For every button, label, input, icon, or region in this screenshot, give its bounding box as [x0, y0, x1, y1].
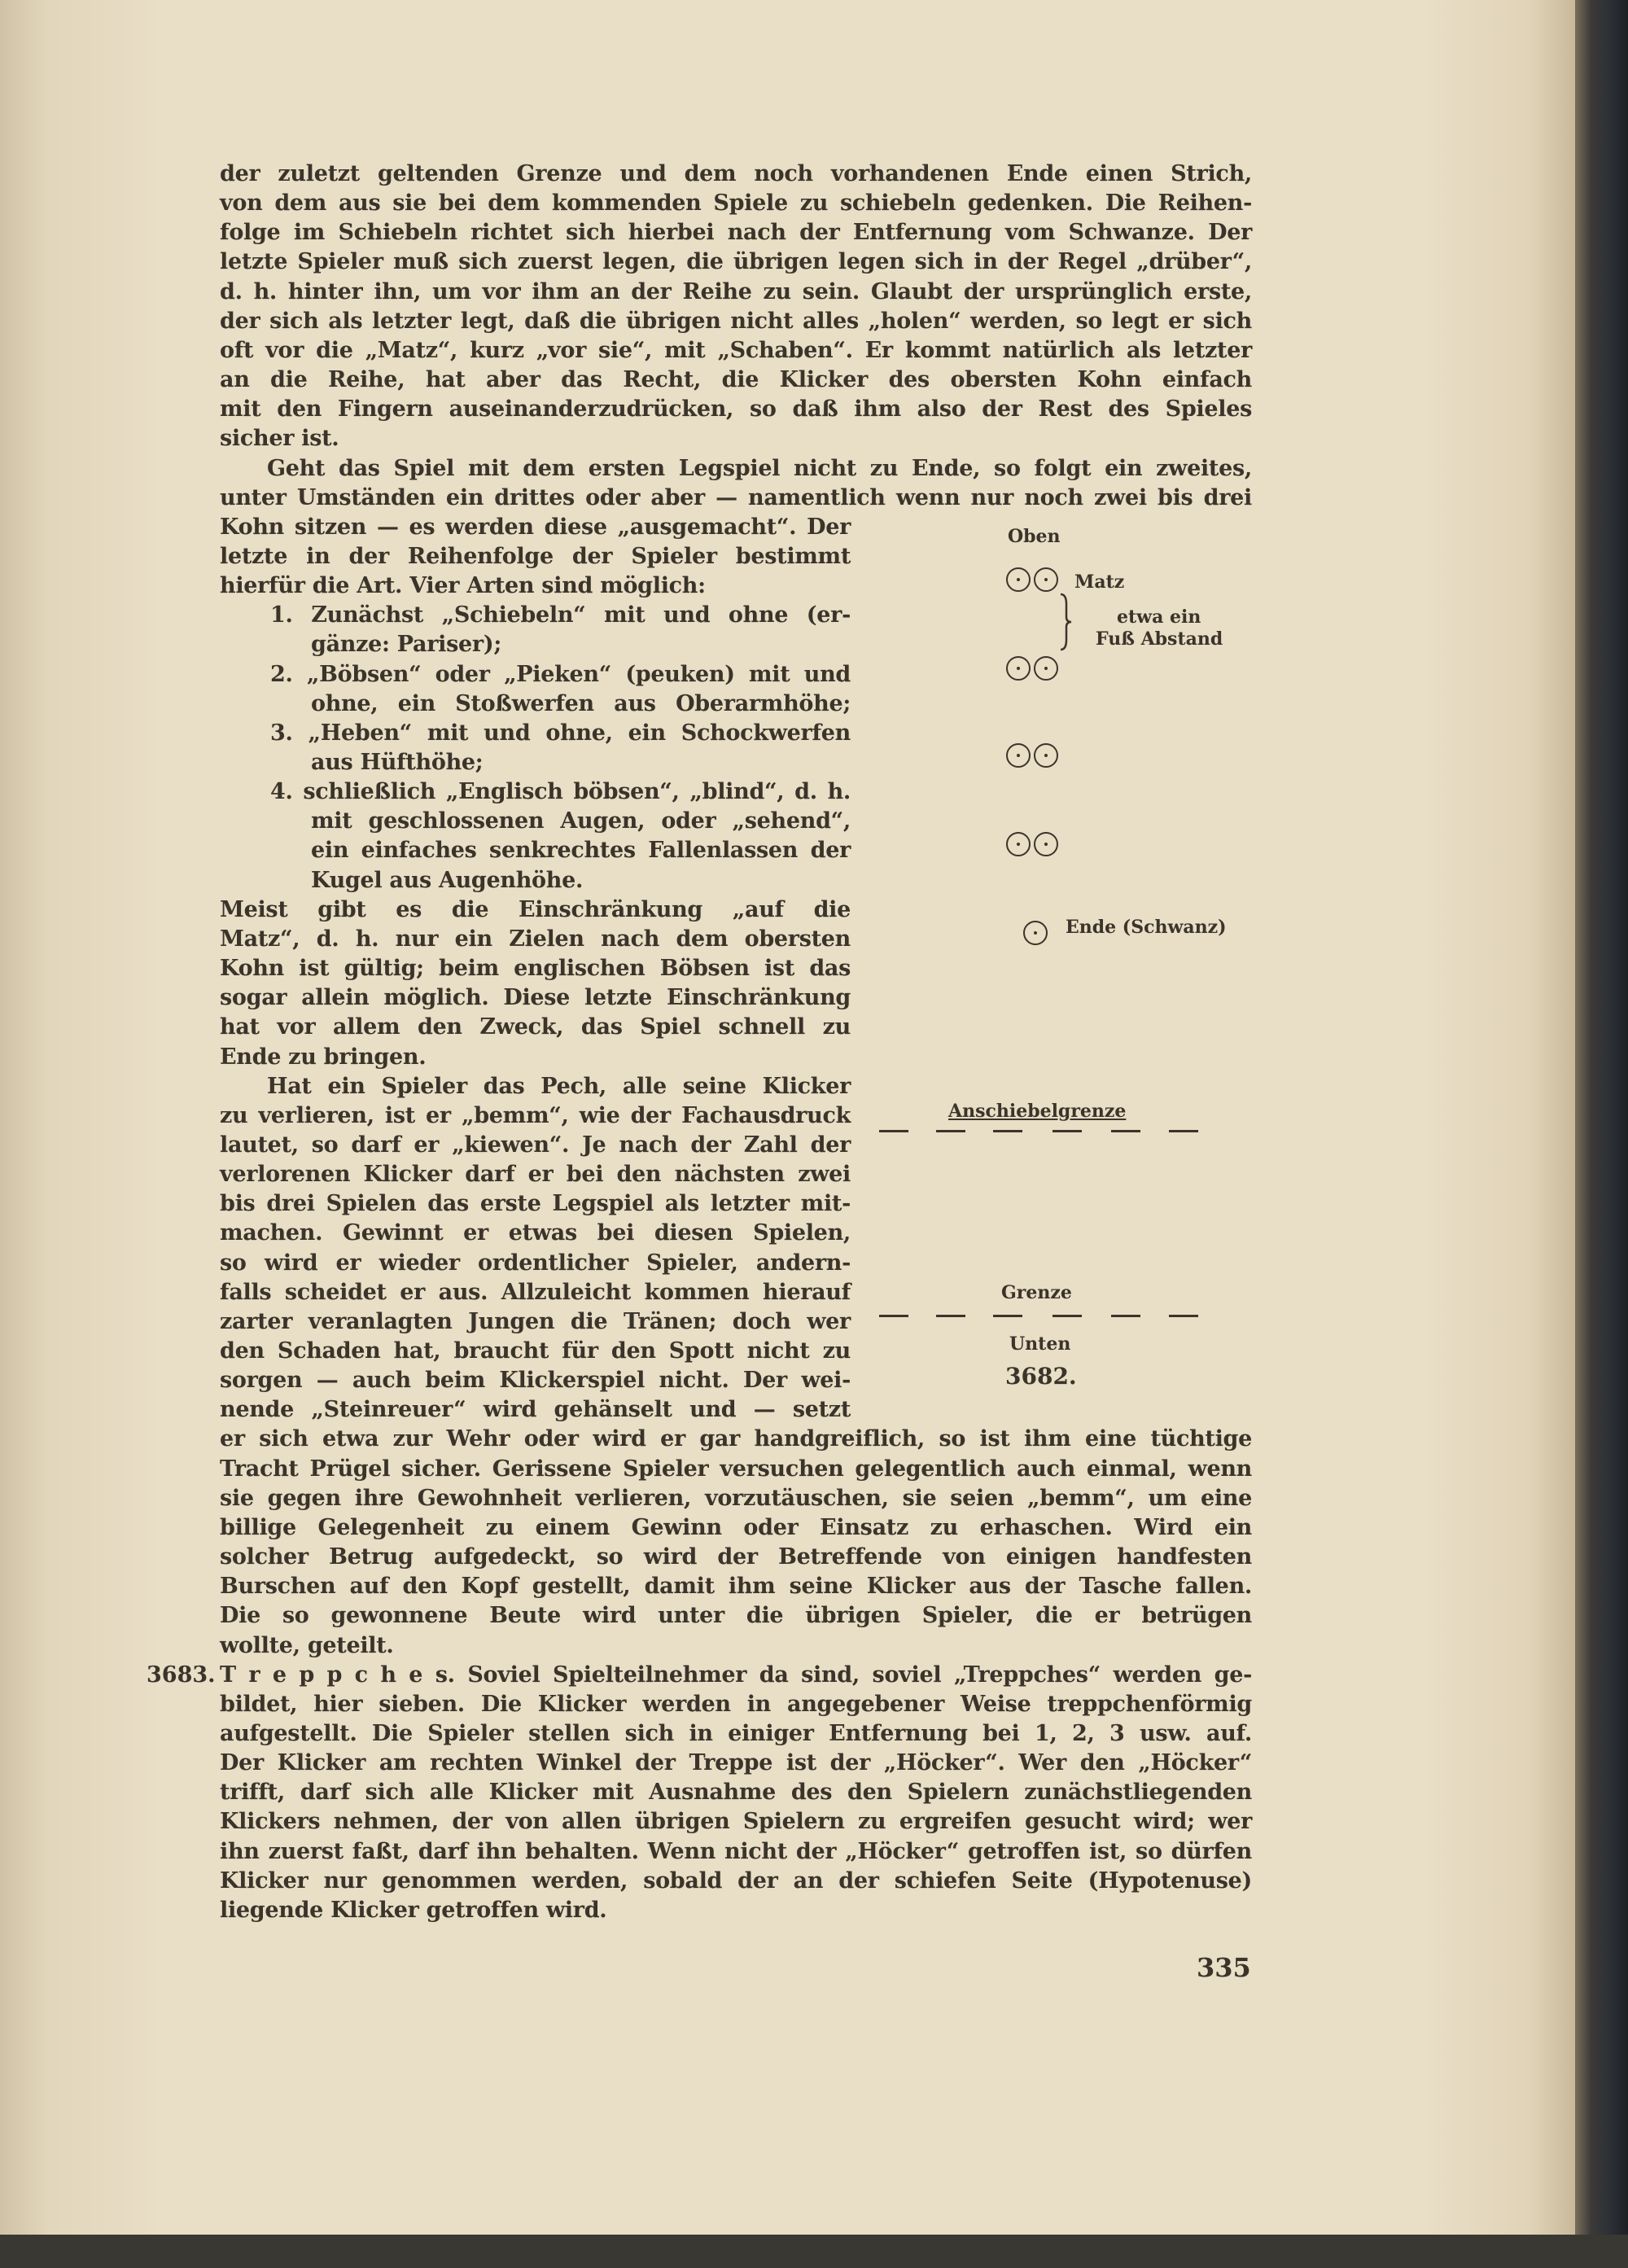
text-line: oft vor die „Matz“, kurz „vor sie“, mit „Schaben“. Er kommt natürlich als letzter	[220, 337, 1252, 363]
text-line: so wird er wieder ordentlicher Spieler, andern-	[220, 1250, 851, 1276]
text-line: Ende zu bringen.	[220, 1044, 427, 1070]
figure-number: 3682.	[1005, 1363, 1077, 1390]
text-line: letzte Spieler muß sich zuerst legen, die übrigen legen sich in der Regel „drüber“,	[220, 249, 1252, 275]
text-line: solcher Betrug aufgedeckt, so wird der Betreffende von einigen handfesten	[220, 1544, 1252, 1570]
scan-edge	[0, 2235, 1628, 2268]
text-line: liegende Klicker getroffen wird.	[220, 1897, 607, 1923]
diagram-bottom-label: Unten	[1009, 1333, 1071, 1355]
text-line: Klicker nur genommen werden, sobald der an der schiefen Seite (Hypotenuse)	[220, 1867, 1252, 1894]
start-line-label: Anschiebelgrenze	[948, 1101, 1127, 1122]
text-line: aufgestellt. Die Spieler stellen sich in einiger Entfernung bei 1, 2, 3 usw. auf.	[220, 1720, 1252, 1746]
text-line: hat vor allem den Zweck, das Spiel schnell zu	[220, 1014, 851, 1040]
text-line: Kohn ist gültig; beim englischen Böbsen ist das	[220, 956, 851, 982]
text-line: der zuletzt geltenden Grenze und dem noch vorhandenen Ende einen Strich,	[220, 161, 1252, 186]
text-line: hierfür die Art. Vier Arten sind möglich:	[220, 573, 706, 599]
text-line: 3. „Heben“ mit und ohne, ein Schockwerfen	[270, 720, 851, 746]
text-line: Burschen auf den Kopf gestellt, damit ihm seine Klicker aus der Tasche fallen.	[220, 1574, 1252, 1600]
text-line: trifft, darf sich alle Klicker mit Ausnahme des den Spielern zunächstliegenden	[220, 1780, 1252, 1806]
text-line: billige Gelegenheit zu einem Gewinn oder Einsatz zu erhaschen. Wird ein	[220, 1514, 1252, 1540]
text-line: Klickers nehmen, der von allen übrigen Spielern zu ergreifen gesucht wird; wer	[220, 1809, 1252, 1835]
text-line: gänze: Pariser);	[311, 632, 501, 658]
text-line: Tracht Prügel sicher. Gerissene Spieler versuchen gelegentlich auch einmal, wenn	[220, 1456, 1252, 1482]
single-marble-icon	[1023, 921, 1048, 945]
text-line: wollte, geteilt.	[220, 1632, 394, 1658]
text-line: sie gegen ihre Gewohnheit verlieren, vorzutäuschen, sie seien „bemm“, um eine	[220, 1485, 1252, 1511]
text-line: aus Hüfthöhe;	[311, 750, 484, 775]
diagram-distance-label-1: etwa ein	[1117, 606, 1201, 628]
text-line: letzte in der Reihenfolge der Spieler bestimmt	[220, 543, 851, 569]
text-line: bildet, hier sieben. Die Klicker werden in angegebener Weise treppchenförmig	[220, 1691, 1252, 1717]
text-line: ohne, ein Stoßwerfen aus Oberarmhöhe;	[311, 690, 851, 716]
marble-pair-icon	[1006, 567, 1063, 595]
diagram-end-label: Ende (Schwanz)	[1066, 917, 1227, 938]
text-line: Meist gibt es die Einschränkung „auf die	[220, 896, 851, 922]
text-line: er sich etwa zur Wehr oder wird er gar handgreiflich, so ist ihm eine tüchtige	[220, 1426, 1252, 1452]
text-line: nende „Steinreuer“ wird gehänselt und — setzt	[220, 1397, 851, 1423]
marble-pair-icon	[1006, 743, 1063, 771]
text-line: mit den Fingern auseinanderzudrücken, so daß ihm also der Rest des Spieles	[220, 396, 1252, 423]
entry-number: 3683.	[147, 1662, 216, 1688]
text-line: mit geschlossenen Augen, oder „sehend“,	[311, 808, 851, 834]
text-line: Hat ein Spieler das Pech, alle seine Klicker	[267, 1073, 851, 1099]
text-line: verlorenen Klicker darf er bei den nächsten zwei	[220, 1162, 851, 1188]
text-line: der sich als letzter legt, daß die übrigen nicht alles „holen“ werden, so legt er sich	[220, 308, 1252, 334]
text-line: Kugel aus Augenhöhe.	[311, 867, 584, 893]
text-line: zu verlieren, ist er „bemm“, wie der Fachausdruck	[220, 1102, 851, 1128]
text-line: Kohn sitzen — es werden diese „ausgemacht“. Der	[220, 514, 851, 540]
text-line: an die Reihe, hat aber das Recht, die Klicker des obersten Kohn einfach	[220, 367, 1252, 393]
text-line: unter Umständen ein drittes oder aber — namentlich wenn nur noch zwei bis drei	[220, 484, 1252, 510]
text-line: 2. „Böbsen“ oder „Pieken“ (peuken) mit und	[270, 661, 851, 687]
text-line: Der Klicker am rechten Winkel der Treppe ist der „Höcker“. Wer den „Höcker“	[220, 1750, 1252, 1776]
text-line: von dem aus sie bei dem kommenden Spiele zu schiebeln gedenken. Die Reihen-	[220, 190, 1252, 217]
page-number: 335	[1197, 1952, 1251, 1983]
text-line: sicher ist.	[220, 426, 339, 452]
text-line: ein einfaches senkrechtes Fallenlassen der	[311, 838, 851, 864]
marble-pair-icon	[1006, 656, 1063, 684]
text-line: bis drei Spielen das erste Legspiel als letzter mit-	[220, 1191, 851, 1217]
text-line: d. h. hinter ihn, um vor ihm an der Reihe zu sein. Glaubt der ursprünglich erste,	[220, 278, 1252, 304]
diagram-matz-label: Matz	[1074, 571, 1125, 593]
text-line: Matz“, d. h. nur ein Zielen nach dem obersten	[220, 926, 851, 952]
brace-icon	[1058, 593, 1074, 651]
text-line: T r e p p c h e s. Soviel Spielteilnehmer da sind, soviel „Treppches“ werden ge-	[220, 1662, 1252, 1688]
text-line: Die so gewonnene Beute wird unter die übrigen Spieler, die er betrügen	[220, 1603, 1252, 1629]
text-line: Geht das Spiel mit dem ersten Legspiel nicht zu Ende, so folgt ein zweites,	[267, 455, 1252, 481]
text-line: 1. Zunächst „Schiebeln“ mit und ohne (er-	[270, 602, 851, 628]
diagram-distance-label-2: Fuß Abstand	[1096, 628, 1223, 650]
text-line: falls scheidet er aus. Allzuleicht kommen hierauf	[220, 1279, 851, 1305]
text-line: zarter veranlagten Jungen die Tränen; doch wer	[220, 1308, 851, 1334]
text-line: den Schaden hat, braucht für den Spott nicht zu	[220, 1338, 851, 1364]
book-binding	[1575, 0, 1628, 2268]
text-line: sorgen — auch beim Klickerspiel nicht. Der wei-	[220, 1368, 851, 1394]
text-line: lautet, so darf er „kiewen“. Je nach der Zahl der	[220, 1132, 851, 1158]
marble-pair-icon	[1006, 832, 1063, 860]
text-line: ihn zuerst faßt, darf ihn behalten. Wenn nicht der „Höcker“ getroffen ist, so dürfen	[220, 1838, 1252, 1864]
text-line: folge im Schiebeln richtet sich hierbei nach der Entfernung vom Schwanze. Der	[220, 220, 1252, 246]
text-line: 4. schließlich „Englisch böbsen“, „blind“, d. h.	[270, 779, 851, 805]
limit-line-label: Grenze	[1001, 1282, 1072, 1303]
text-line: sogar allein möglich. Diese letzte Einschränkung	[220, 985, 851, 1011]
text-line: machen. Gewinnt er etwas bei diesen Spielen,	[220, 1220, 851, 1246]
diagram-top-label: Oben	[1008, 526, 1061, 547]
